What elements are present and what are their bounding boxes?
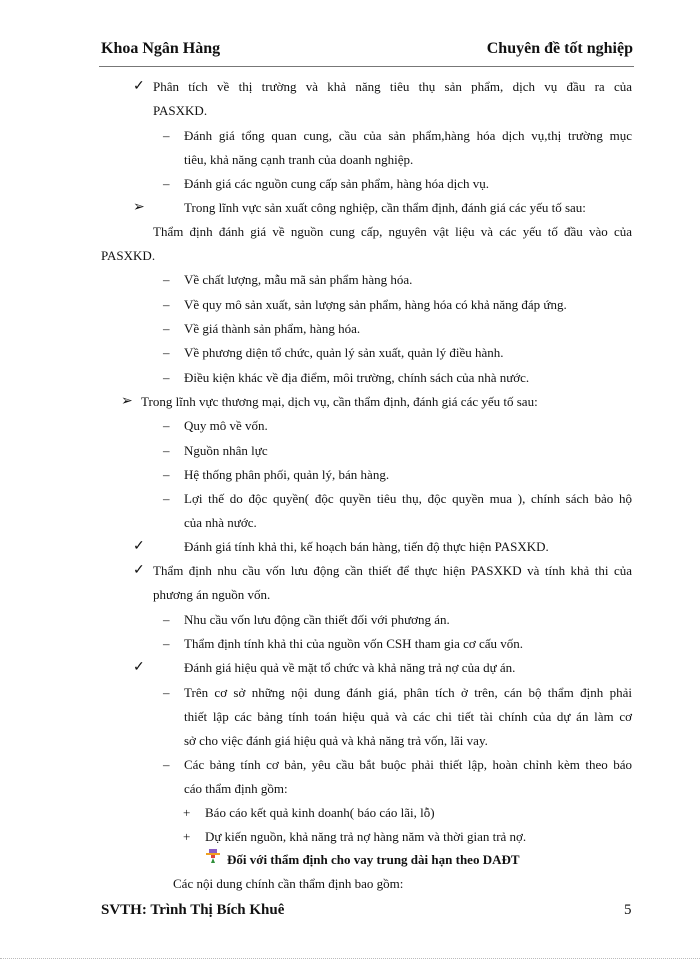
text-line: Thẩm định đánh giá về nguồn cung cấp, nguyên vật liệu và các yếu tố đầu vào của <box>153 224 632 239</box>
text-line: của nhà nước. <box>184 515 257 530</box>
page-number: 5 <box>624 902 632 918</box>
section-heading: Đối với thẩm định cho vay trung dài hạn theo DAĐT <box>227 852 520 867</box>
text-line: cáo thẩm định gồm: <box>184 781 288 796</box>
arrow-bullet-icon: ➢ <box>133 200 145 215</box>
checkmark-icon: ✓ <box>133 79 145 94</box>
text-line: Dự kiến nguồn, khả năng trả nợ hàng năm và thời gian trả nợ. <box>205 829 527 844</box>
plus-bullet: + <box>183 829 191 844</box>
text-line: Lợi thế do độc quyền( độc quyền tiêu thụ, độc quyền mua ), chính sách bảo hộ <box>184 491 632 506</box>
dash-bullet: – <box>163 467 170 482</box>
text-line: Về chất lượng, mẫu mã sản phẩm hàng hóa. <box>184 272 413 287</box>
dash-bullet: – <box>163 636 170 651</box>
header-rule <box>99 66 634 67</box>
text-line: tiêu, khả năng cạnh tranh của doanh nghiệp. <box>184 152 414 167</box>
dash-bullet: – <box>163 612 170 627</box>
text-line: Đánh giá hiệu quả về mặt tổ chức và khả năng trả nợ của dự án. <box>184 660 516 675</box>
checkmark-icon: ✓ <box>133 539 145 554</box>
text-line: Nhu cầu vốn lưu động cần thiết đối với phương án. <box>184 612 450 627</box>
dash-bullet: – <box>163 685 170 700</box>
text-line: Các nội dung chính cần thẩm định bao gồm: <box>173 876 404 891</box>
text-line: Phân tích về thị trường và khả năng tiêu thụ sản phẩm, dịch vụ đầu ra của <box>153 79 632 94</box>
dash-bullet: – <box>163 491 170 506</box>
dash-bullet: – <box>163 443 170 458</box>
text-line: Đánh giá tính khả thi, kế hoạch bán hàng, tiến độ thực hiện PASXKD. <box>184 539 549 554</box>
text-line: Báo cáo kết quả kinh doanh( báo cáo lãi, lỗ) <box>205 805 435 820</box>
text-line: Trong lĩnh vực thương mại, dịch vụ, cần thẩm định, đánh giá các yếu tố sau: <box>141 394 538 409</box>
text-line: thiết lập các bảng tính toán hiệu quả và các chi tiết tài chính của dự án làm cơ <box>184 709 632 724</box>
text-line: Đánh giá tổng quan cung, cầu của sản phẩm,hàng hóa dịch vụ,thị trường mục <box>184 128 632 143</box>
text-line: Thẩm định nhu cầu vốn lưu động cần thiết để thực hiện PASXKD và tính khả thi của <box>153 563 632 578</box>
text-line: Thẩm định tính khả thi của nguồn vốn CSH tham gia cơ cấu vốn. <box>184 636 524 651</box>
arrow-bullet-icon: ➢ <box>121 394 133 409</box>
checkmark-icon: ✓ <box>133 660 145 675</box>
dash-bullet: – <box>163 321 170 336</box>
footer-author: SVTH: Trình Thị Bích Khuê <box>101 902 285 918</box>
text-line: Nguồn nhân lực <box>184 443 268 458</box>
dash-bullet: – <box>163 128 170 143</box>
plus-bullet: + <box>183 805 191 820</box>
text-line: Điều kiện khác về địa điểm, môi trường, chính sách của nhà nước. <box>184 370 530 385</box>
text-line: Quy mô về vốn. <box>184 418 268 433</box>
text-line: phương án nguồn vốn. <box>153 587 271 602</box>
text-line: Các bảng tính cơ bản, yêu cầu bắt buộc phải thiết lập, hoàn chỉnh kèm theo báo <box>184 757 632 772</box>
text-line: Trong lĩnh vực sản xuất công nghiệp, cần thẩm định, đánh giá các yếu tố sau: <box>184 200 586 215</box>
text-line: Đánh giá các nguồn cung cấp sản phẩm, hàng hóa dịch vụ. <box>184 176 490 191</box>
text-line: Trên cơ sở những nội dung đánh giá, phân tích ở trên, cán bộ thẩm định phải <box>184 685 632 700</box>
dash-bullet: – <box>163 345 170 360</box>
dash-bullet: – <box>163 176 170 191</box>
dash-bullet: – <box>163 370 170 385</box>
text-line: sở cho việc đánh giá hiệu quả và khả năng trả vốn, lãi vay. <box>184 733 488 748</box>
dash-bullet: – <box>163 297 170 312</box>
text-line: Hệ thống phân phối, quản lý, bán hàng. <box>184 467 390 482</box>
text-line: Về phương diện tổ chức, quản lý sản xuất, quản lý điều hành. <box>184 345 504 360</box>
text-line: PASXKD. <box>153 103 208 118</box>
page-break-line <box>0 958 700 959</box>
text-line: Về giá thành sản phẩm, hàng hóa. <box>184 321 361 336</box>
header-left: Khoa Ngân Hàng <box>101 40 221 57</box>
header-right: Chuyên đề tốt nghiệp <box>486 40 633 57</box>
text-line: Về quy mô sản xuất, sản lượng sản phẩm, hàng hóa có khả năng đáp ứng. <box>184 297 567 312</box>
dash-bullet: – <box>163 272 170 287</box>
dash-bullet: – <box>163 418 170 433</box>
dash-bullet: – <box>163 757 170 772</box>
pushpin-icon <box>206 849 220 863</box>
checkmark-icon: ✓ <box>133 563 145 578</box>
text-line: PASXKD. <box>101 248 156 263</box>
